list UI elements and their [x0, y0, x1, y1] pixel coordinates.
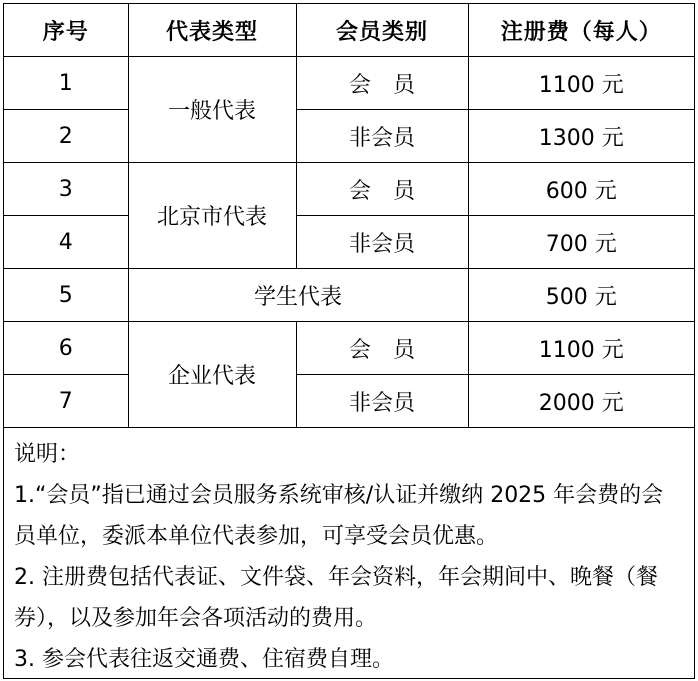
- fee-cell: 700 元: [468, 216, 694, 269]
- serial-number-cell: 1: [4, 57, 128, 110]
- notes-title: 说明：: [14, 442, 81, 467]
- fee-cell: 1300 元: [468, 110, 694, 163]
- delegate-type-cell: 企业代表: [128, 322, 296, 428]
- note-item: 1.“会员”指已通过会员服务系统审核/认证并缴纳 2025 年会费的会员单位，委派本单位代表参加，可享受会员优惠。: [14, 483, 664, 549]
- fee-cell: 1100 元: [468, 57, 694, 110]
- serial-number-cell: 7: [4, 375, 128, 428]
- serial-number-cell: 6: [4, 322, 128, 375]
- note-item: 2. 注册费包括代表证、文件袋、年会资料，年会期间中、晚餐（餐券），以及参加年会各项活动的费用。: [14, 565, 658, 631]
- registration-fee-table: [4, 4, 694, 428]
- member-category-cell: 非会员: [296, 216, 468, 269]
- table-header-row: [4, 4, 694, 57]
- member-category-cell: 会 员: [296, 163, 468, 216]
- member-category-cell: 会 员: [296, 57, 468, 110]
- table-row: [4, 269, 694, 322]
- table-row: [4, 57, 694, 110]
- header-serial-number: 序号: [4, 4, 128, 57]
- table-row: [4, 322, 694, 375]
- fee-cell: 500 元: [468, 269, 694, 322]
- note-item: 3. 参会代表往返交通费、住宿费自理。: [14, 647, 394, 672]
- notes-section: [4, 428, 694, 680]
- delegate-type-cell: 一般代表: [128, 57, 296, 163]
- member-category-cell: 非会员: [296, 110, 468, 163]
- fee-cell: 2000 元: [468, 375, 694, 428]
- member-category-cell: 非会员: [296, 375, 468, 428]
- registration-fee-document: [3, 3, 695, 679]
- serial-number-cell: 3: [4, 163, 128, 216]
- table-row: [4, 110, 694, 163]
- header-delegate-type: 代表类型: [128, 4, 296, 57]
- header-member-category: 会员类别: [296, 4, 468, 57]
- member-category-cell: 会 员: [296, 322, 468, 375]
- delegate-type-cell: 北京市代表: [128, 163, 296, 269]
- fee-cell: 1100 元: [468, 322, 694, 375]
- serial-number-cell: 2: [4, 110, 128, 163]
- table-row: [4, 163, 694, 216]
- delegate-type-cell: 学生代表: [128, 269, 468, 322]
- table-row: [4, 216, 694, 269]
- table-row: [4, 375, 694, 428]
- serial-number-cell: 4: [4, 216, 128, 269]
- serial-number-cell: 5: [4, 269, 128, 322]
- header-registration-fee: 注册费（每人）: [468, 4, 694, 57]
- fee-cell: 600 元: [468, 163, 694, 216]
